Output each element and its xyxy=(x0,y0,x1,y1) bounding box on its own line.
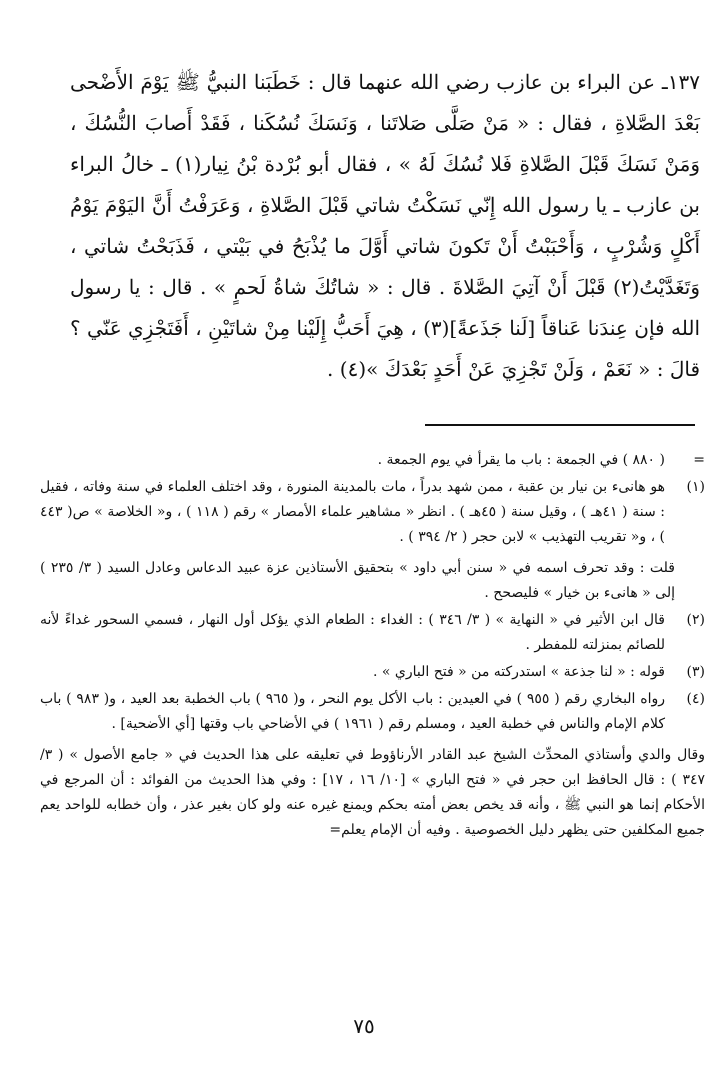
footnote-1-remark: قلت : وقد تحرف اسمه في « سنن أبي داود » بتحقيق الأستاذين عزة عبيد الدعاس وعادل السيد ( ٣/ ٢٣٥ ) إلى « هانىء بن خيار » فليصحح . xyxy=(40,560,675,601)
footnote-marker: (٤) xyxy=(686,691,705,707)
footnote-marker: = xyxy=(693,452,705,468)
footnote-1 xyxy=(40,475,705,550)
footnote-separator xyxy=(425,424,695,426)
footnote-4 xyxy=(40,687,705,737)
footnote-text: رواه البخاري رقم ( ٩٥٥ ) في العيدين : باب الأكل يوم النحر ، و( ٩٦٥ ) باب الخطبة بعد العيد ، و( ٩٨٣ ) باب كلام الإمام والناس في خطبة العيد ، ومسلم رقم ( ١٩٦١ ) في الأضاحي باب وقتها [أي الأضحية] . xyxy=(40,691,665,732)
footnote-closing-paragraph: وقال والدي وأستاذي المحدِّث الشيخ عبد القادر الأرناؤوط في تعليقه على هذا الحديث في « جامع الأصول » ( ٣/ ٣٤٧ ) : قال الحافظ ابن حجر في « فتح الباري » [١٠/ ١٦ ، ١٧] : وفي هذا الحديث من الفوائد : أن المرجع في الأحكام إنما هو النبي ﷺ ، وأنه قد يخص بعض أمته بحكم ويمنع غيره عنه ولو كان بغير عذر ، وأن خطابه للواحد يعم جميع المكلفين حتى يظهر دليل الخصوصية . وفيه أن الإمام يعلم= xyxy=(40,747,705,838)
footnotes-section xyxy=(40,448,705,843)
footnote-text: قوله : « لنا جذعة » استدركته من « فتح الباري » . xyxy=(373,664,665,680)
hadith-paragraph: ١٣٧ـ عن البراء بن عازب رضي الله عنهما قال : خَطَبَنا النبيُّ ﷺ يَوْمَ الأَضْحى بَعْدَ الصَّلاةِ ، فقال : « مَنْ صَلَّى صَلاتَنا ، وَنَسَكَ نُسُكَنا ، فَقَدْ أَصابَ النُّسُكَ ، وَمَنْ نَسَكَ قَبْلَ الصَّلاةِ فَلا نُسُكَ لَهُ » ، فقال أبو بُرْدة بْنُ نِيار(١) ـ خالُ البراء بن عازب ـ يا رسول الله إِنّي نَسَكْتُ شاتي قَبْلَ الصَّلاةِ ، وَعَرَفْتُ أَنَّ اليَوْمَ يَوْمُ أَكْلٍ وَشُرْبٍ ، وَأَحْبَبْتُ أَنْ تَكونَ شاتي أَوَّلَ ما يُذْبَحُ في بَيْتي ، فَذَبَحْتُ شاتي ، وَتَغَدَّيْتُ(٢) قَبْلَ أَنْ آتِيَ الصَّلاةَ . قال : « شاتُكَ شاةُ لَحمٍ » . قال : يا رسول الله فإن عِندَنا عَناقاً [لَنا جَذَعةً](٣) ، هِيَ أَحَبُّ إِلَيْنا مِنْ شاتَيْنِ ، أَفَتَجْزِي عَنّي ؟ قالَ : « نَعَمْ ، وَلَنْ تَجْزِيَ عَنْ أَحَدٍ بَعْدَكَ »(٤) . xyxy=(70,70,700,381)
footnote-text: قال ابن الأثير في « النهاية » ( ٣/ ٣٤٦ ) : الغداء : الطعام الذي يؤكل أول النهار ، فسمي السحور غداءً لأنه للصائم بمنزلته للمفطر . xyxy=(40,612,665,653)
footnote-3 xyxy=(40,660,705,685)
footnote-text: ( ٨٨٠ ) في الجمعة : باب ما يقرأ في يوم الجمعة . xyxy=(377,452,665,468)
page-number: ٧٥ xyxy=(353,1014,375,1038)
footnote-2 xyxy=(40,608,705,658)
footnote-marker: (٣) xyxy=(686,664,705,680)
footnote-marker: (١) xyxy=(686,479,705,495)
hadith-text xyxy=(70,62,700,390)
footnote-text: هو هانىء بن نيار بن عقبة ، ممن شهد بدراً ، مات بالمدينة المنورة ، وقد اختلف العلماء في سنة وفاته ، فقيل : سنة ( ٤١هـ ) ، وقيل سنة ( ٤٥هـ ) . انظر « مشاهير علماء الأمصار » رقم ( ١١٨ ) ، و« الخلاصة » ص( ٤٤٣ ) ، و« تقريب التهذيب » لابن حجر ( ٢/ ٣٩٤ ) . xyxy=(40,479,665,545)
footnote-continuation xyxy=(40,448,705,473)
footnote-marker: (٢) xyxy=(686,612,705,628)
